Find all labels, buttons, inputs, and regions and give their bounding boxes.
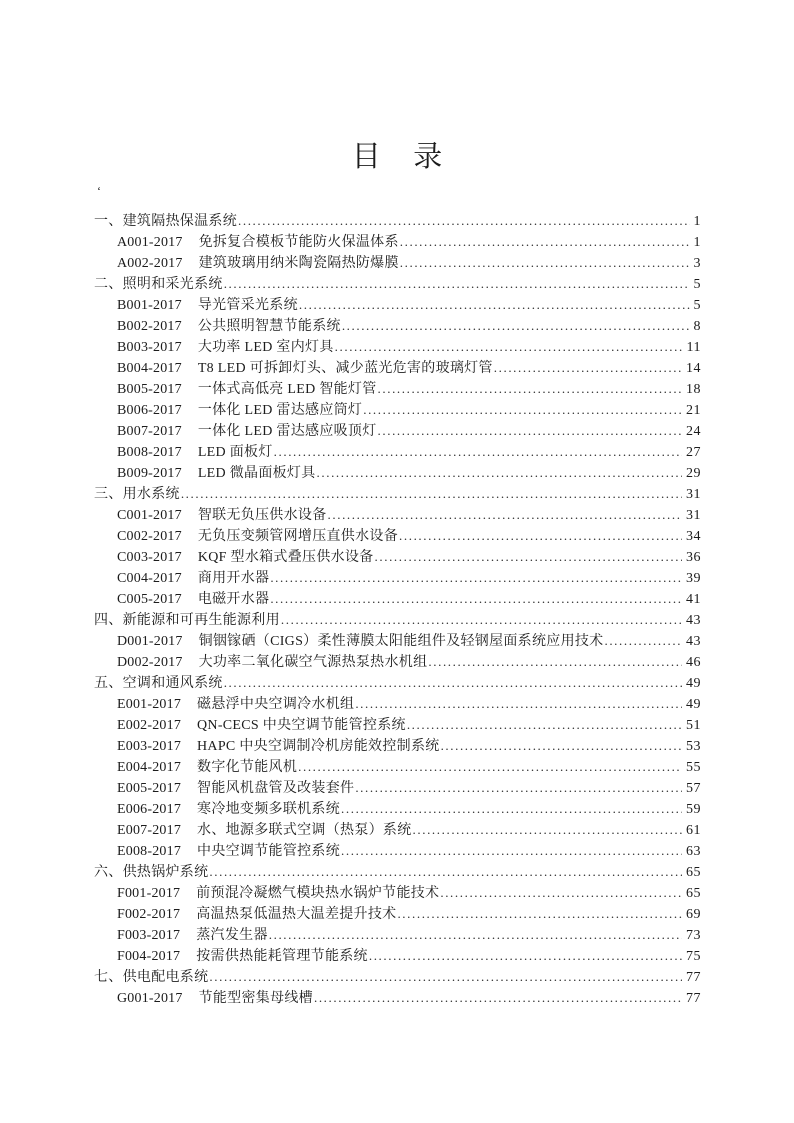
toc-row-B007-2017[interactable]: [94, 420, 701, 441]
page-title: 目 录: [351, 141, 444, 173]
dot-leader: [281, 609, 682, 631]
toc-row-B004-2017[interactable]: [94, 357, 701, 378]
dot-leader: [604, 630, 682, 652]
toc-entry-code: A002-2017: [117, 256, 183, 271]
toc-entry-code: D002-2017: [117, 655, 183, 670]
dot-leader: [274, 441, 682, 463]
toc-row-B001-2017[interactable]: [94, 294, 701, 315]
toc-entry-label: 六、供热锅炉系统: [94, 865, 209, 880]
dot-leader: [328, 504, 682, 526]
toc-entry-code: A001-2017: [117, 235, 183, 250]
toc-page-number[interactable]: 34: [686, 529, 701, 544]
toc-row-一、[interactable]: [94, 210, 701, 231]
toc-entry-label: 按需供热能耗管理节能系统: [196, 949, 368, 964]
toc-page-number[interactable]: 29: [686, 466, 701, 481]
toc-page-number[interactable]: 24: [686, 424, 701, 439]
toc-entry-code: B009-2017: [117, 466, 182, 481]
dot-leader: [270, 588, 682, 610]
toc-entry-code: F003-2017: [117, 928, 181, 943]
toc-entry-code: E005-2017: [117, 781, 182, 796]
toc-entry-code: C005-2017: [117, 592, 182, 607]
toc-page-number[interactable]: 59: [686, 802, 701, 817]
toc-list: [94, 210, 701, 1008]
toc-page-number[interactable]: 53: [686, 739, 701, 754]
toc-entry-label: 大功率二氧化碳空气源热泵热水机组: [198, 655, 428, 670]
toc-page-number[interactable]: 51: [686, 718, 701, 733]
toc-entry-code: C004-2017: [117, 571, 182, 586]
toc-entry-label: 智能风机盘管及改装套件: [197, 781, 355, 796]
toc-entry-label: 四、新能源和可再生能源利用: [94, 613, 280, 628]
toc-entry-label: 中央空调节能管控系统: [197, 844, 341, 859]
dot-leader: [342, 315, 690, 337]
toc-entry-code: B004-2017: [117, 361, 182, 376]
toc-page-number[interactable]: 21: [686, 403, 701, 418]
toc-page-number[interactable]: 1: [693, 214, 701, 229]
dot-leader: [441, 735, 682, 757]
toc-page-number[interactable]: 31: [686, 487, 701, 502]
toc-entry-label: 一体化 LED 雷达感应吸顶灯: [197, 424, 377, 439]
dot-leader: [355, 777, 682, 799]
toc-page-number[interactable]: 69: [686, 907, 701, 922]
toc-row-B002-2017[interactable]: [94, 315, 701, 336]
dot-leader: [378, 420, 682, 442]
toc-entry-code: F004-2017: [117, 949, 181, 964]
toc-page-number[interactable]: 3: [693, 256, 701, 271]
toc-row-A001-2017[interactable]: [94, 231, 701, 252]
toc-page-number[interactable]: 63: [686, 844, 701, 859]
toc-row-D001-2017[interactable]: [94, 630, 701, 651]
toc-page-number[interactable]: 77: [686, 991, 701, 1006]
toc-entry-label: 水、地源多联式空调（热泵）系统: [197, 823, 412, 838]
dot-leader: [181, 483, 682, 505]
toc-page-number[interactable]: 77: [686, 970, 701, 985]
toc-entry-code: G001-2017: [117, 991, 183, 1006]
dot-leader: [400, 231, 690, 253]
toc-entry-label: 铜铟镓硒（CIGS）柔性薄膜太阳能组件及轻钢屋面系统应用技术: [198, 634, 604, 649]
dot-leader: [355, 693, 682, 715]
toc-page-number[interactable]: 36: [686, 550, 701, 565]
toc-entry-code: E006-2017: [117, 802, 182, 817]
toc-entry-code: C002-2017: [117, 529, 182, 544]
dot-leader: [363, 399, 682, 421]
toc-row-D002-2017[interactable]: [94, 651, 701, 672]
toc-page-number[interactable]: 43: [686, 613, 701, 628]
dot-leader: [298, 756, 682, 778]
dot-leader: [238, 210, 690, 232]
toc-page-number[interactable]: 5: [693, 277, 701, 292]
toc-entry-label: 节能型密集母线槽: [198, 991, 313, 1006]
toc-page-number[interactable]: 1: [693, 235, 701, 250]
dot-leader: [378, 378, 682, 400]
dot-leader: [407, 714, 682, 736]
toc-entry-code: E001-2017: [117, 697, 182, 712]
toc-entry-code: B003-2017: [117, 340, 182, 355]
toc-entry-code: F001-2017: [117, 886, 181, 901]
toc-page-number[interactable]: 5: [693, 298, 701, 313]
toc-entry-label: 无负压变频管网增压直供水设备: [197, 529, 399, 544]
toc-entry-label: 七、供电配电系统: [94, 970, 209, 985]
toc-row-F004-2017[interactable]: [94, 945, 701, 966]
dot-leader: [428, 651, 682, 673]
toc-entry-label: 高温热泵低温热大温差提升技术: [196, 907, 397, 922]
toc-entry-code: B007-2017: [117, 424, 182, 439]
toc-entry-label: 大功率 LED 室内灯具: [197, 340, 334, 355]
toc-row-E005-2017[interactable]: [94, 777, 701, 798]
stray-quote-mark: ‘: [97, 184, 101, 198]
toc-row-E007-2017[interactable]: [94, 819, 701, 840]
toc-row-E008-2017[interactable]: [94, 840, 701, 861]
dot-leader: [314, 987, 682, 1009]
toc-entry-code: E002-2017: [117, 718, 182, 733]
toc-entry-code: B005-2017: [117, 382, 182, 397]
toc-entry-label: 一体式高低亮 LED 智能灯管: [197, 382, 377, 397]
toc-row-B008-2017[interactable]: [94, 441, 701, 462]
dot-leader: [335, 336, 683, 358]
toc-page-number[interactable]: 61: [686, 823, 701, 838]
dot-leader: [399, 525, 682, 547]
toc-row-B005-2017[interactable]: [94, 378, 701, 399]
dot-leader: [413, 819, 682, 841]
toc-entry-label: 智联无负压供水设备: [197, 508, 327, 523]
toc-entry-label: 三、用水系统: [94, 487, 180, 502]
toc-entry-code: F002-2017: [117, 907, 181, 922]
toc-entry-label: QN-CECS 中央空调节能管控系统: [197, 718, 406, 733]
toc-entry-label: 建筑玻璃用纳米陶瓷隔热防爆膜: [198, 256, 399, 271]
dot-leader: [494, 357, 682, 379]
toc-row-六、[interactable]: [94, 861, 701, 882]
toc-entry-label: LED 微晶面板灯具: [197, 466, 316, 481]
toc-page-number[interactable]: 31: [686, 508, 701, 523]
toc-row-C004-2017[interactable]: [94, 567, 701, 588]
toc-entry-label: 数字化节能风机: [197, 760, 298, 775]
toc-entry-label: 电磁开水器: [197, 592, 270, 607]
dot-leader: [224, 273, 690, 295]
toc-page-number[interactable]: 65: [686, 886, 701, 901]
toc-row-E004-2017[interactable]: [94, 756, 701, 777]
toc-row-E006-2017[interactable]: [94, 798, 701, 819]
toc-entry-code: E008-2017: [117, 844, 182, 859]
toc-entry-label: 二、照明和采光系统: [94, 277, 223, 292]
toc-page-number[interactable]: 27: [686, 445, 701, 460]
toc-entry-label: 公共照明智慧节能系统: [197, 319, 341, 334]
toc-entry-label: 蒸汽发生器: [196, 928, 268, 943]
dot-leader: [269, 924, 682, 946]
toc-page-number[interactable]: 43: [686, 634, 701, 649]
toc-entry-code: B001-2017: [117, 298, 182, 313]
toc-page-number[interactable]: 14: [686, 361, 701, 376]
dot-leader: [400, 252, 690, 274]
toc-row-F002-2017[interactable]: [94, 903, 701, 924]
toc-entry-label: 一、建筑隔热保温系统: [94, 214, 237, 229]
toc-page-number[interactable]: 75: [686, 949, 701, 964]
toc-row-B003-2017[interactable]: [94, 336, 701, 357]
toc-entry-label: 商用开水器: [197, 571, 270, 586]
dot-leader: [440, 882, 682, 904]
toc-entry-label: LED 面板灯: [197, 445, 273, 460]
toc-entry-code: D001-2017: [117, 634, 183, 649]
toc-entry-code: C001-2017: [117, 508, 182, 523]
dot-leader: [341, 840, 682, 862]
toc-entry-label: 免拆复合模板节能防火保温体系: [198, 235, 399, 250]
dot-leader: [397, 903, 682, 925]
toc-entry-code: E003-2017: [117, 739, 182, 754]
toc-entry-code: B008-2017: [117, 445, 182, 460]
toc-page-number[interactable]: 55: [686, 760, 701, 775]
toc-row-E002-2017[interactable]: [94, 714, 701, 735]
toc-entry-label: 导光管采光系统: [197, 298, 298, 313]
toc-entry-code: B006-2017: [117, 403, 182, 418]
toc-entry-code: C003-2017: [117, 550, 182, 565]
dot-leader: [341, 798, 682, 820]
toc-entry-label: HAPC 中央空调制冷机房能效控制系统: [197, 739, 440, 754]
toc-row-五、[interactable]: [94, 672, 701, 693]
toc-row-七、[interactable]: [94, 966, 701, 987]
toc-entry-label: 前预混冷凝燃气模块热水锅炉节能技术: [196, 886, 440, 901]
toc-entry-code: E007-2017: [117, 823, 182, 838]
toc-entry-label: 一体化 LED 雷达感应筒灯: [197, 403, 363, 418]
toc-row-三、[interactable]: [94, 483, 701, 504]
toc-row-四、[interactable]: [94, 609, 701, 630]
toc-entry-label: 五、空调和通风系统: [94, 676, 223, 691]
toc-page-number[interactable]: 11: [686, 340, 701, 355]
toc-page-number[interactable]: 8: [693, 319, 701, 334]
toc-entry-label: 寒冷地变频多联机系统: [197, 802, 341, 817]
toc-page-number[interactable]: 46: [686, 655, 701, 670]
toc-row-A002-2017[interactable]: [94, 252, 701, 273]
dot-leader: [209, 966, 682, 988]
toc-page-number[interactable]: 49: [686, 697, 701, 712]
dot-leader: [224, 672, 682, 694]
toc-row-F001-2017[interactable]: [94, 882, 701, 903]
dot-leader: [299, 294, 690, 316]
dot-leader: [369, 945, 682, 967]
toc-entry-code: E004-2017: [117, 760, 182, 775]
toc-page-number[interactable]: 41: [686, 592, 701, 607]
toc-page-number[interactable]: 49: [686, 676, 701, 691]
toc-row-E003-2017[interactable]: [94, 735, 701, 756]
toc-row-B006-2017[interactable]: [94, 399, 701, 420]
toc-entry-code: B002-2017: [117, 319, 182, 334]
toc-page-number[interactable]: 18: [686, 382, 701, 397]
toc-page-number[interactable]: 57: [686, 781, 701, 796]
dot-leader: [209, 861, 682, 883]
dot-leader: [270, 567, 682, 589]
toc-page-number[interactable]: 65: [686, 865, 701, 880]
toc-row-C002-2017[interactable]: [94, 525, 701, 546]
toc-row-G001-2017[interactable]: [94, 987, 701, 1008]
toc-entry-label: 磁悬浮中央空调冷水机组: [197, 697, 355, 712]
toc-entry-label: T8 LED 可拆卸灯头、减少蓝光危害的玻璃灯管: [197, 361, 493, 376]
toc-row-F003-2017[interactable]: [94, 924, 701, 945]
toc-page-number[interactable]: 39: [686, 571, 701, 586]
dot-leader: [375, 546, 682, 568]
toc-row-C001-2017[interactable]: [94, 504, 701, 525]
toc-page-number[interactable]: 73: [686, 928, 701, 943]
toc-row-C005-2017[interactable]: [94, 588, 701, 609]
toc-row-C003-2017[interactable]: [94, 546, 701, 567]
dot-leader: [317, 462, 682, 484]
toc-row-B009-2017[interactable]: [94, 462, 701, 483]
toc-row-E001-2017[interactable]: [94, 693, 701, 714]
toc-entry-label: KQF 型水箱式叠压供水设备: [197, 550, 374, 565]
toc-row-二、[interactable]: [94, 273, 701, 294]
